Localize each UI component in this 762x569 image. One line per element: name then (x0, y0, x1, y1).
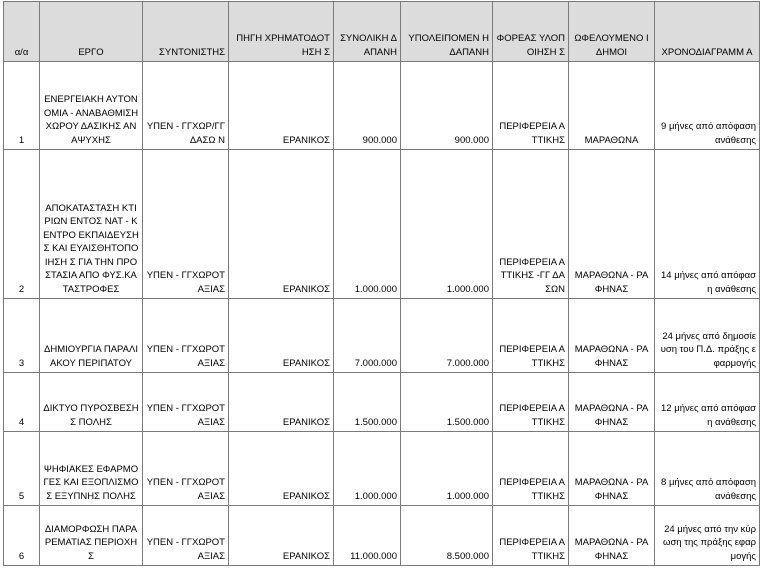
cell-aa: 4 (4, 373, 40, 432)
cell-synoliki: 1.000.000 (334, 150, 401, 299)
cell-syntonistis: ΥΠΕΝ - ΓΓΧΩΡΟΤΑΞΙΑΣ (143, 299, 229, 373)
header-pigi: ΠΗΓΗ ΧΡΗΜΑΤΟΔΟΤΗΣΗ Σ (229, 2, 334, 62)
cell-chrono: 8 μήνες από απόφαση ανάθεσης (655, 432, 760, 506)
cell-ypoleipomeni: 7.000.000 (401, 299, 493, 373)
cell-syntonistis: ΥΠΕΝ - ΓΓΧΩΡΟΤΑΞΙΑΣ (143, 432, 229, 506)
cell-dimoi: ΜΑΡΑΘΩΝΑ - ΡΑΦΗΝΑΣ (569, 432, 655, 506)
cell-dimoi: ΜΑΡΑΘΩΝΑ - ΡΑΦΗΝΑΣ (569, 299, 655, 373)
cell-dimoi: ΜΑΡΑΘΩΝΑ - ΡΑΦΗΝΑΣ (569, 150, 655, 299)
cell-foreas: ΠΕΡΙΦΕΡΕΙΑ ΑΤΤΙΚΗΣ (493, 373, 569, 432)
table-row (4, 506, 760, 566)
table-row (4, 150, 760, 299)
header-foreas: ΦΟΡΕΑΣ ΥΛΟΠΟΙΗΣΗ Σ (493, 2, 569, 62)
cell-ypoleipomeni: 8.500.000 (401, 506, 493, 566)
cell-ypoleipomeni: 1.000.000 (401, 150, 493, 299)
cell-synoliki: 11.000.000 (334, 506, 401, 566)
header-ergo: ΕΡΓΟ (40, 2, 143, 62)
cell-syntonistis: ΥΠΕΝ - ΓΓΧΩΡΟΤΑΞΙΑΣ (143, 150, 229, 299)
cell-syntonistis: ΥΠΕΝ - ΓΓΧΩΡΟΤΑΞΙΑΣ (143, 373, 229, 432)
cell-synoliki: 1.000.000 (334, 432, 401, 506)
cell-synoliki: 900.000 (334, 62, 401, 150)
cell-foreas: ΠΕΡΙΦΕΡΕΙΑ ΑΤΤΙΚΗΣ (493, 506, 569, 566)
header-aa: α/α (4, 2, 40, 62)
table-row (4, 373, 760, 432)
cell-foreas: ΠΕΡΙΦΕΡΕΙΑ ΑΤΤΙΚΗΣ -ΓΓ ΔΑΣΩΝ (493, 150, 569, 299)
table-row (4, 299, 760, 373)
cell-ypoleipomeni: 900.000 (401, 62, 493, 150)
cell-aa: 5 (4, 432, 40, 506)
cell-aa: 1 (4, 62, 40, 150)
cell-pigi: ΕΡΑΝΙΚΟΣ (229, 150, 334, 299)
cell-synoliki: 1.500.000 (334, 373, 401, 432)
cell-pigi: ΕΡΑΝΙΚΟΣ (229, 62, 334, 150)
table-row (4, 62, 760, 150)
cell-syntonistis: ΥΠΕΝ - ΓΓΧΩΡΟΤΑΞΙΑΣ (143, 506, 229, 566)
cell-aa: 6 (4, 506, 40, 566)
cell-pigi: ΕΡΑΝΙΚΟΣ (229, 506, 334, 566)
cell-chrono: 24 μήνες από την κύρωση της πράξης εφαρμογής (655, 506, 760, 566)
cell-chrono: 12 μήνες από απόφαση ανάθεσης (655, 373, 760, 432)
cell-synoliki: 7.000.000 (334, 299, 401, 373)
cell-foreas: ΠΕΡΙΦΕΡΕΙΑ ΑΤΤΙΚΗΣ (493, 432, 569, 506)
cell-dimoi: ΜΑΡΑΘΩΝΑ (569, 62, 655, 150)
header-ypoleipomeni: ΥΠΟΛΕΙΠΟΜΕΝ Η ΔΑΠΑΝΗ (401, 2, 493, 62)
table-row (4, 432, 760, 506)
cell-syntonistis: ΥΠΕΝ - ΓΓΧΩΡ/ΓΓΔΑΣΩ Ν (143, 62, 229, 150)
cell-chrono: 14 μήνες από απόφαση ανάθεσης (655, 150, 760, 299)
cell-chrono: 24 μήνες από δημοσίευση του Π.Δ. πράξης εφαρμογής (655, 299, 760, 373)
cell-ergo: ΔΙΚΤΥΟ ΠΥΡΟΣΒΕΣΗΣ ΠΟΛΗΣ (40, 373, 143, 432)
cell-aa: 3 (4, 299, 40, 373)
cell-aa: 2 (4, 150, 40, 299)
cell-pigi: ΕΡΑΝΙΚΟΣ (229, 373, 334, 432)
cell-dimoi: ΜΑΡΑΘΩΝΑ - ΡΑΦΗΝΑΣ (569, 373, 655, 432)
cell-pigi: ΕΡΑΝΙΚΟΣ (229, 299, 334, 373)
cell-pigi: ΕΡΑΝΙΚΟΣ (229, 432, 334, 506)
cell-ergo: ΑΠΟΚΑΤΑΣΤΑΣΗ ΚΤΙΡΙΩΝ ΕΝΤΟΣ ΝΑΤ - ΚΕΝΤΡΟ ΕΚΠΑΙΔΕΥΣΗΣ ΚΑΙ ΕΥΑΙΣΘΗΤΟΠΟΙΗΣΗ Σ ΓΙΑ ΤΗΝ ΠΡΟΣΤΑΣΙΑ ΑΠΟ ΦΥΣ.ΚΑΤΑΣΤΡΟΦΕΣ (40, 150, 143, 299)
header-dimoi: ΩΦΕΛΟΥΜΕΝΟ Ι ΔΗΜΟΙ (569, 2, 655, 62)
header-synoliki: ΣΥΝΟΛΙΚΗ ΔΑΠΑΝΗ (334, 2, 401, 62)
projects-table (3, 1, 760, 566)
cell-chrono: 9 μήνες από απόφαση ανάθεσης (655, 62, 760, 150)
cell-ergo: ΨΗΦΙΑΚΕΣ ΕΦΑΡΜΟΓΕΣ ΚΑΙ ΕΞΟΠΛΙΣΜΟΣ ΕΞΥΠΝΗΣ ΠΟΛΗΣ (40, 432, 143, 506)
cell-ypoleipomeni: 1.000.000 (401, 432, 493, 506)
cell-ergo: ΕΝΕΡΓΕΙΑΚΗ ΑΥΤΟΝΟΜΙΑ - ΑΝΑΒΑΘΜΙΣΗ ΧΩΡΟΥ ΔΑΣΙΚΗΣ ΑΝΑΨΥΧΗΣ (40, 62, 143, 150)
header-chrono: ΧΡΟΝΟΔΙΑΓΡΑΜΜ Α (655, 2, 760, 62)
cell-ergo: ΔΗΜΙΟΥΡΓΙΑ ΠΑΡΑΛΙΑΚΟΥ ΠΕΡΙΠΑΤΟΥ (40, 299, 143, 373)
cell-dimoi: ΜΑΡΑΘΩΝΑ - ΡΑΦΗΝΑΣ (569, 506, 655, 566)
cell-ergo: ΔΙΑΜΟΡΦΩΣΗ ΠΑΡΑΡΕΜΑΤΙΑΣ ΠΕΡΙΟΧΗΣ (40, 506, 143, 566)
cell-ypoleipomeni: 1.500.000 (401, 373, 493, 432)
header-row (4, 2, 760, 62)
header-syntonistis: ΣΥΝΤΟΝΙΣΤΗΣ (143, 2, 229, 62)
cell-foreas: ΠΕΡΙΦΕΡΕΙΑ ΑΤΤΙΚΗΣ (493, 62, 569, 150)
cell-foreas: ΠΕΡΙΦΕΡΕΙΑ ΑΤΤΙΚΗΣ (493, 299, 569, 373)
